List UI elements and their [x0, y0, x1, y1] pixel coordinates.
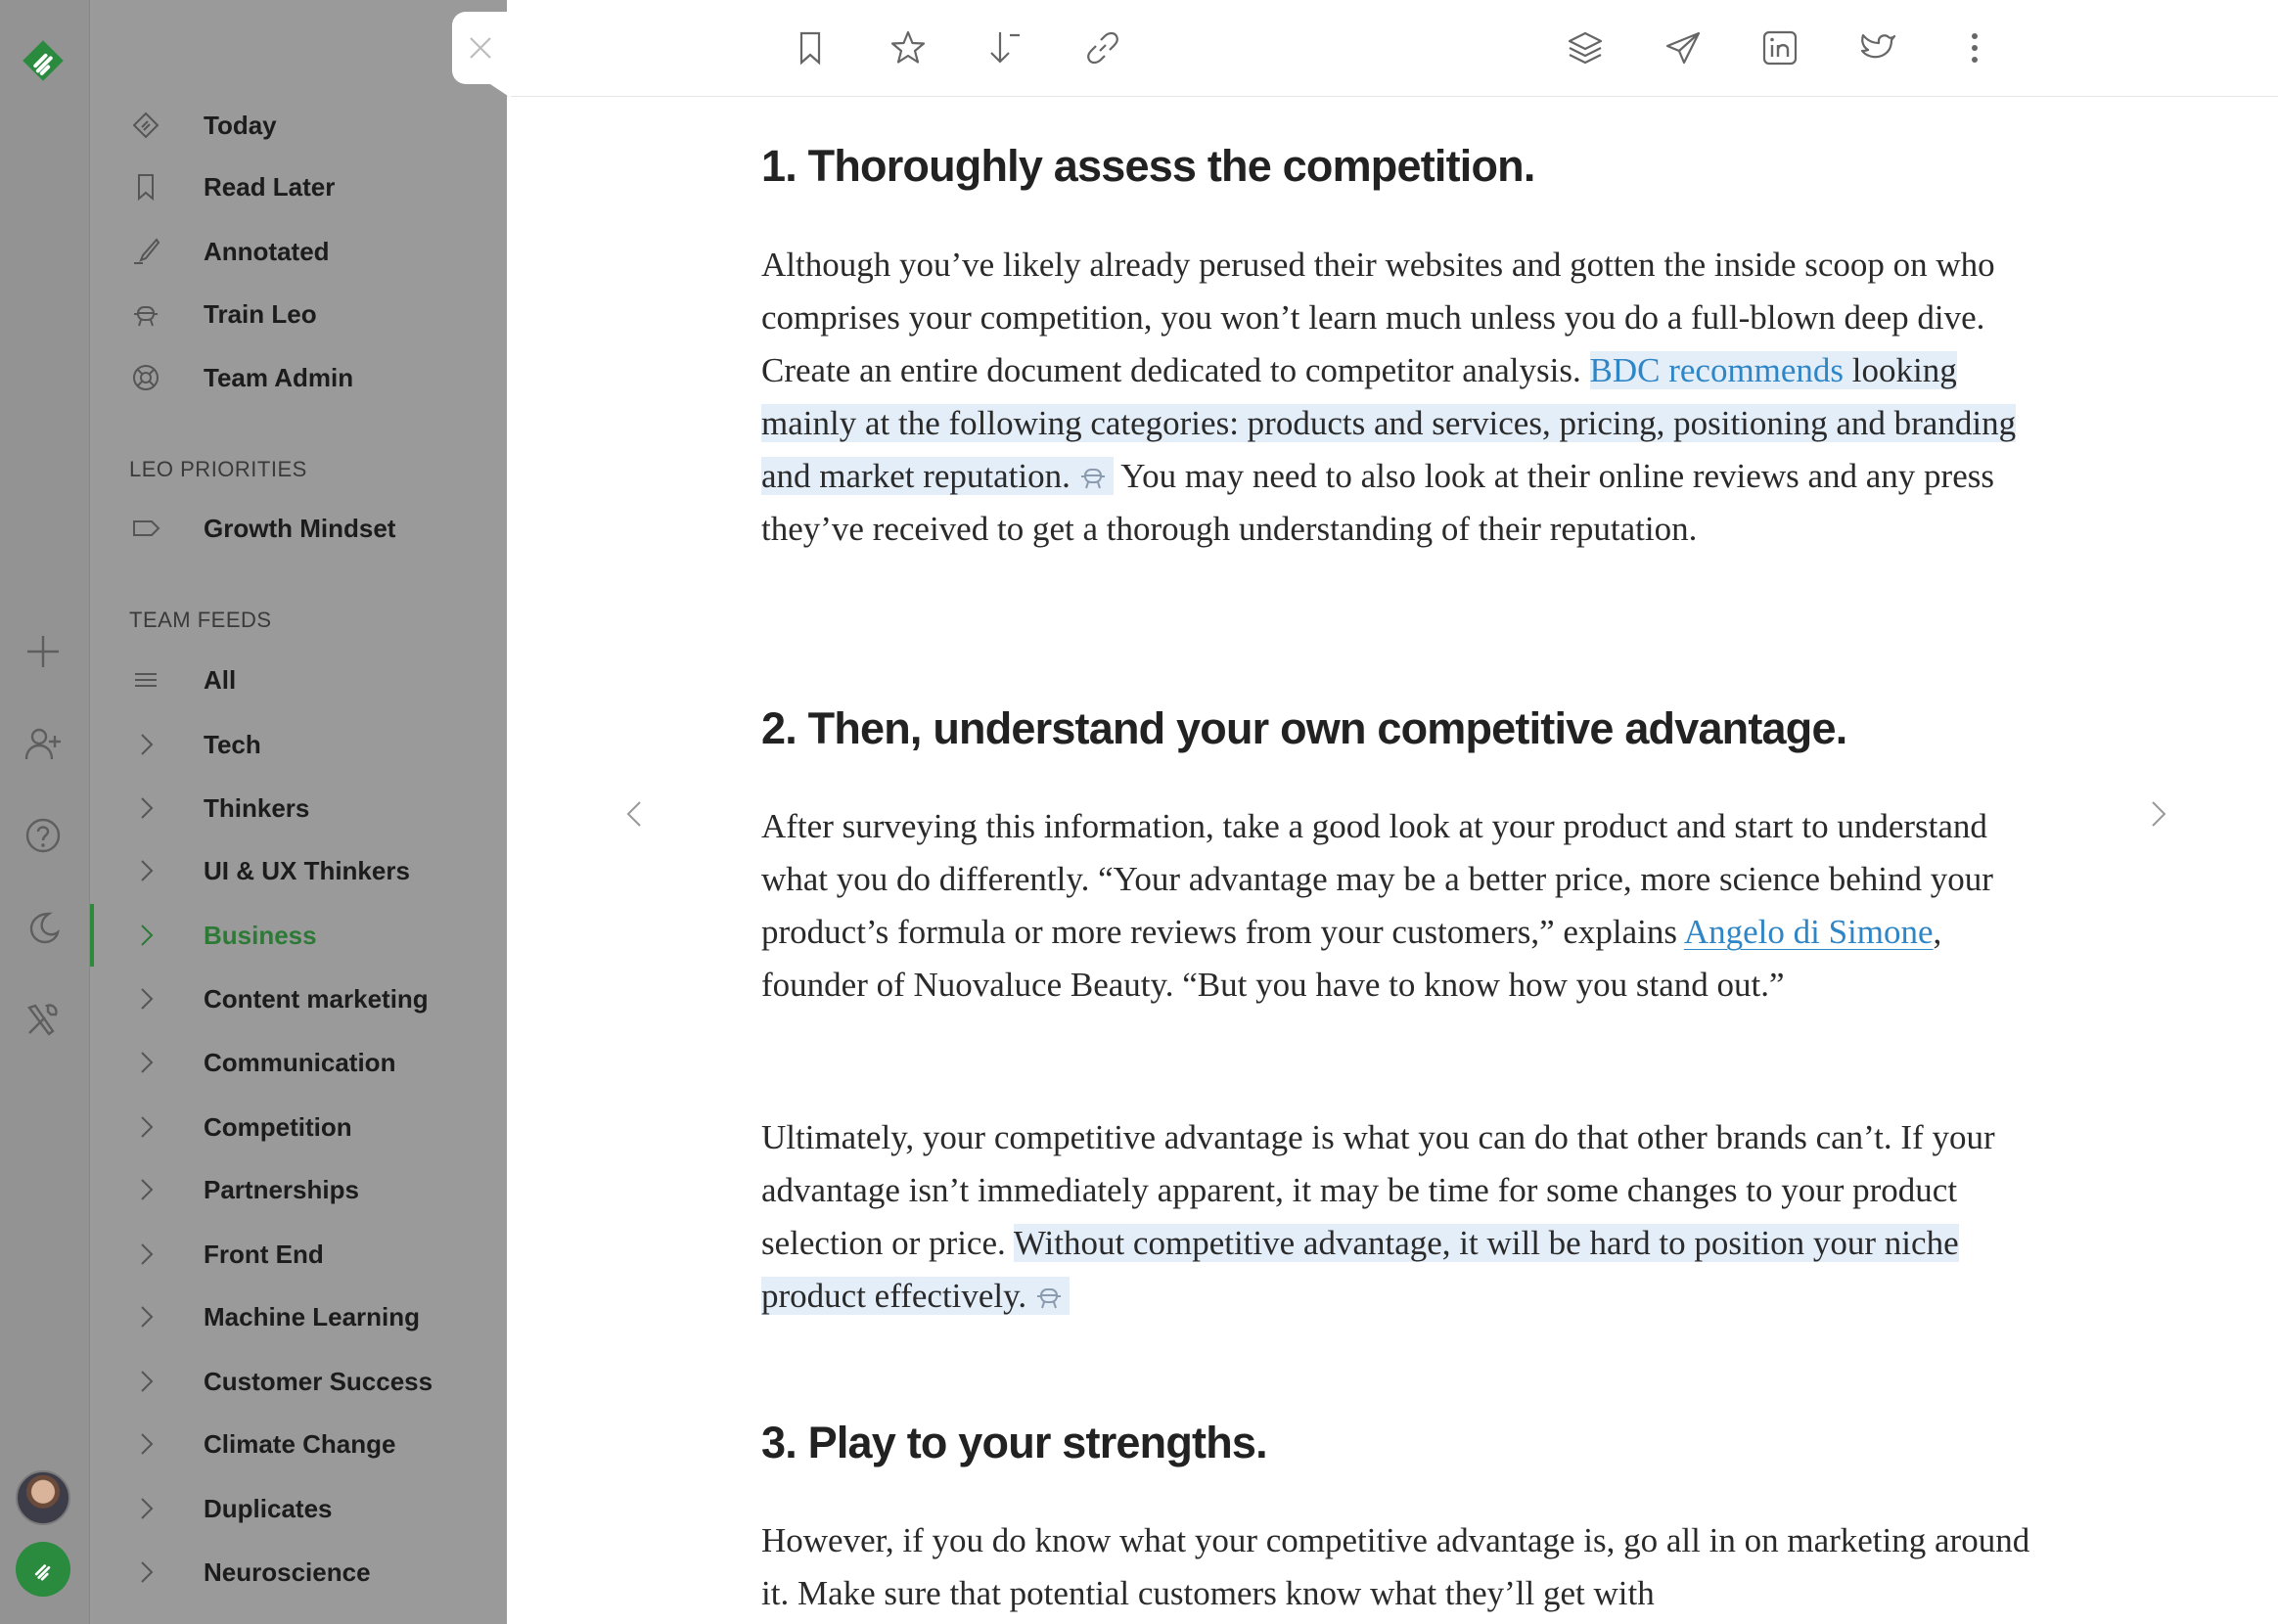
paragraph-text: Although you’ve likely already perused their websites and gotten the inside scoop on who comprises your competition, you won’t learn much unless you do a full-blown deep dive. Create an entire document dedicated to competitor analysis.: [761, 246, 1995, 389]
leo-icon: [131, 299, 160, 329]
sidebar-item-ui-ux-thinkers[interactable]: [90, 843, 507, 898]
sidebar-item-label: Competition: [204, 1111, 352, 1142]
paragraph-text: Ultimately, your competitive advantage is what you can do that other brands can’t. If your advantage isn’t immediately apparent, it may be time for some changes to your product selection or price.: [761, 1118, 1995, 1262]
sidebar-item-today[interactable]: [90, 98, 507, 153]
sidebar-item-label: Tech: [204, 729, 261, 759]
tools-icon[interactable]: [20, 996, 67, 1043]
chevron-right-icon[interactable]: [131, 793, 160, 823]
sidebar-item-label: Business: [204, 920, 317, 950]
section-title-leo-priorities: LEO PRIORITIES: [129, 457, 307, 481]
feedly-logo-icon[interactable]: [16, 33, 70, 88]
paragraph-text: , founder of Nuovaluce Beauty. “But you have to know how you stand out.”: [761, 913, 1942, 1004]
feedly-badge-icon[interactable]: [16, 1542, 70, 1597]
sidebar-item-business[interactable]: [90, 908, 507, 963]
sidebar-item-label: Climate Change: [204, 1428, 396, 1459]
sidebar-item-label: Content marketing: [204, 983, 429, 1014]
sidebar-item-label: Team Admin: [204, 362, 354, 392]
chevron-right-icon[interactable]: [131, 1175, 160, 1204]
sidebar-item-competition[interactable]: [90, 1100, 507, 1154]
chevron-right-icon[interactable]: [131, 1048, 160, 1077]
highlighter-icon: [131, 237, 160, 266]
sidebar-item-read-later[interactable]: [90, 159, 507, 214]
sidebar-item-neuroscience[interactable]: [90, 1545, 507, 1600]
sidebar-item-label: Communication: [204, 1047, 396, 1077]
star-icon[interactable]: [884, 23, 933, 72]
link-icon[interactable]: [1078, 23, 1127, 72]
chevron-right-icon[interactable]: [131, 921, 160, 950]
section-heading: 3. Play to your strengths.: [761, 1418, 1267, 1467]
sidebar-item-label: Partnerships: [204, 1174, 359, 1204]
chevron-right-icon[interactable]: [131, 1302, 160, 1331]
section-heading: 1. Thoroughly assess the competition.: [761, 141, 1535, 191]
sidebar-item-label: Growth Mindset: [204, 513, 396, 543]
chevron-right-icon[interactable]: [131, 1112, 160, 1142]
sidebar-item-label: Neuroscience: [204, 1556, 371, 1587]
chevron-right-icon[interactable]: [131, 730, 160, 759]
article-paragraph: [761, 1111, 2033, 1323]
sidebar-item-label: Thinkers: [204, 792, 310, 823]
chevron-right-icon[interactable]: [131, 1494, 160, 1523]
sidebar-item-annotated[interactable]: [90, 224, 507, 279]
paragraph-text: You may need to also look at their online reviews and any press they’ve received to get a thorough understanding of their reputation.: [761, 457, 1994, 548]
sidebar-item-partnerships[interactable]: [90, 1162, 507, 1217]
article-paragraph: [761, 800, 2033, 1012]
sidebar-item-machine-learning[interactable]: [90, 1289, 507, 1344]
sidebar-item-communication[interactable]: [90, 1035, 507, 1090]
sidebar-item-team-admin[interactable]: [90, 350, 507, 405]
icon-rail: [0, 0, 90, 1624]
sidebar-item-label: Front End: [204, 1239, 324, 1269]
chevron-right-icon[interactable]: [131, 1557, 160, 1587]
previous-article-icon[interactable]: [615, 794, 654, 834]
today-icon: [131, 111, 160, 140]
paragraph-text: After surveying this information, take a good look at your product and start to understand what you do differently. “Your advantage may be a better price, more science behind your product’s formula or more reviews from your customers,” explains: [761, 807, 1993, 951]
add-icon[interactable]: [20, 628, 67, 675]
sidebar-item-thinkers[interactable]: [90, 781, 507, 835]
active-indicator: [90, 904, 94, 967]
chevron-right-icon[interactable]: [131, 1429, 160, 1459]
highlighted-text: looking mainly at the following categories: products and services, pricing, positioning and branding and market reputation.: [761, 351, 2017, 495]
sidebar-item-duplicates[interactable]: [90, 1481, 507, 1536]
angelo-di-simone-link[interactable]: Angelo di Simone: [1683, 913, 1934, 951]
list-icon: [131, 665, 160, 695]
tag-icon: [131, 514, 160, 543]
section-title-team-feeds: TEAM FEEDS: [129, 608, 272, 632]
sidebar-item-label: Train Leo: [204, 298, 317, 329]
sidebar-item-all[interactable]: [90, 653, 507, 707]
sidebar: [90, 0, 507, 1624]
help-icon[interactable]: [20, 812, 67, 859]
sidebar-item-label: Today: [204, 110, 277, 140]
add-user-icon[interactable]: [20, 720, 67, 767]
chevron-right-icon[interactable]: [131, 984, 160, 1014]
bookmark-icon[interactable]: [786, 23, 835, 72]
sidebar-item-label: Read Later: [204, 171, 336, 202]
night-mode-icon[interactable]: [20, 904, 67, 951]
chevron-right-icon[interactable]: [131, 1367, 160, 1396]
sidebar-item-tech[interactable]: [90, 717, 507, 772]
chevron-right-icon[interactable]: [131, 1240, 160, 1269]
avatar[interactable]: [16, 1470, 70, 1525]
sidebar-item-label: Annotated: [204, 236, 330, 266]
sidebar-item-customer-success[interactable]: [90, 1354, 507, 1409]
sidebar-item-label: UI & UX Thinkers: [204, 855, 410, 885]
sidebar-item-train-leo[interactable]: [90, 287, 507, 341]
send-icon[interactable]: [1659, 23, 1708, 72]
leo-annotation-icon[interactable]: [1071, 454, 1114, 483]
chevron-right-icon[interactable]: [131, 856, 160, 885]
article-toolbar: [507, 0, 2278, 97]
sidebar-item-label: All: [204, 664, 237, 695]
lifebuoy-icon: [131, 363, 160, 392]
linkedin-icon[interactable]: [1755, 23, 1804, 72]
twitter-icon[interactable]: [1853, 23, 1902, 72]
close-icon: [468, 35, 493, 61]
mark-read-below-icon[interactable]: [980, 23, 1029, 72]
bdc-link[interactable]: BDC recommends: [1589, 351, 1845, 389]
sidebar-item-label: Customer Success: [204, 1366, 433, 1396]
close-button[interactable]: [452, 12, 511, 84]
bookmark-icon: [131, 172, 160, 202]
article-paragraph: [761, 239, 2033, 556]
highlighted-text: Without competitive advantage, it will be hard to position your niche product effectively.: [761, 1224, 1959, 1315]
layers-icon[interactable]: [1561, 23, 1610, 72]
more-vertical-icon[interactable]: [1950, 23, 1999, 72]
sidebar-item-label: Duplicates: [204, 1493, 333, 1523]
sidebar-item-label: Machine Learning: [204, 1301, 421, 1331]
section-heading: 2. Then, understand your own competitive advantage.: [761, 703, 1847, 753]
sidebar-item-growth-mindset[interactable]: [90, 501, 507, 556]
sidebar-item-content-marketing[interactable]: [90, 971, 507, 1026]
sidebar-item-front-end[interactable]: [90, 1227, 507, 1282]
next-article-icon[interactable]: [2139, 794, 2178, 834]
article-paragraph: However, if you do know what your competitive advantage is, go all in on marketing around it. Make sure that potential customers know what they’ll get with: [761, 1521, 2030, 1612]
sidebar-item-climate-change[interactable]: [90, 1417, 507, 1471]
leo-annotation-icon[interactable]: [1026, 1274, 1070, 1303]
